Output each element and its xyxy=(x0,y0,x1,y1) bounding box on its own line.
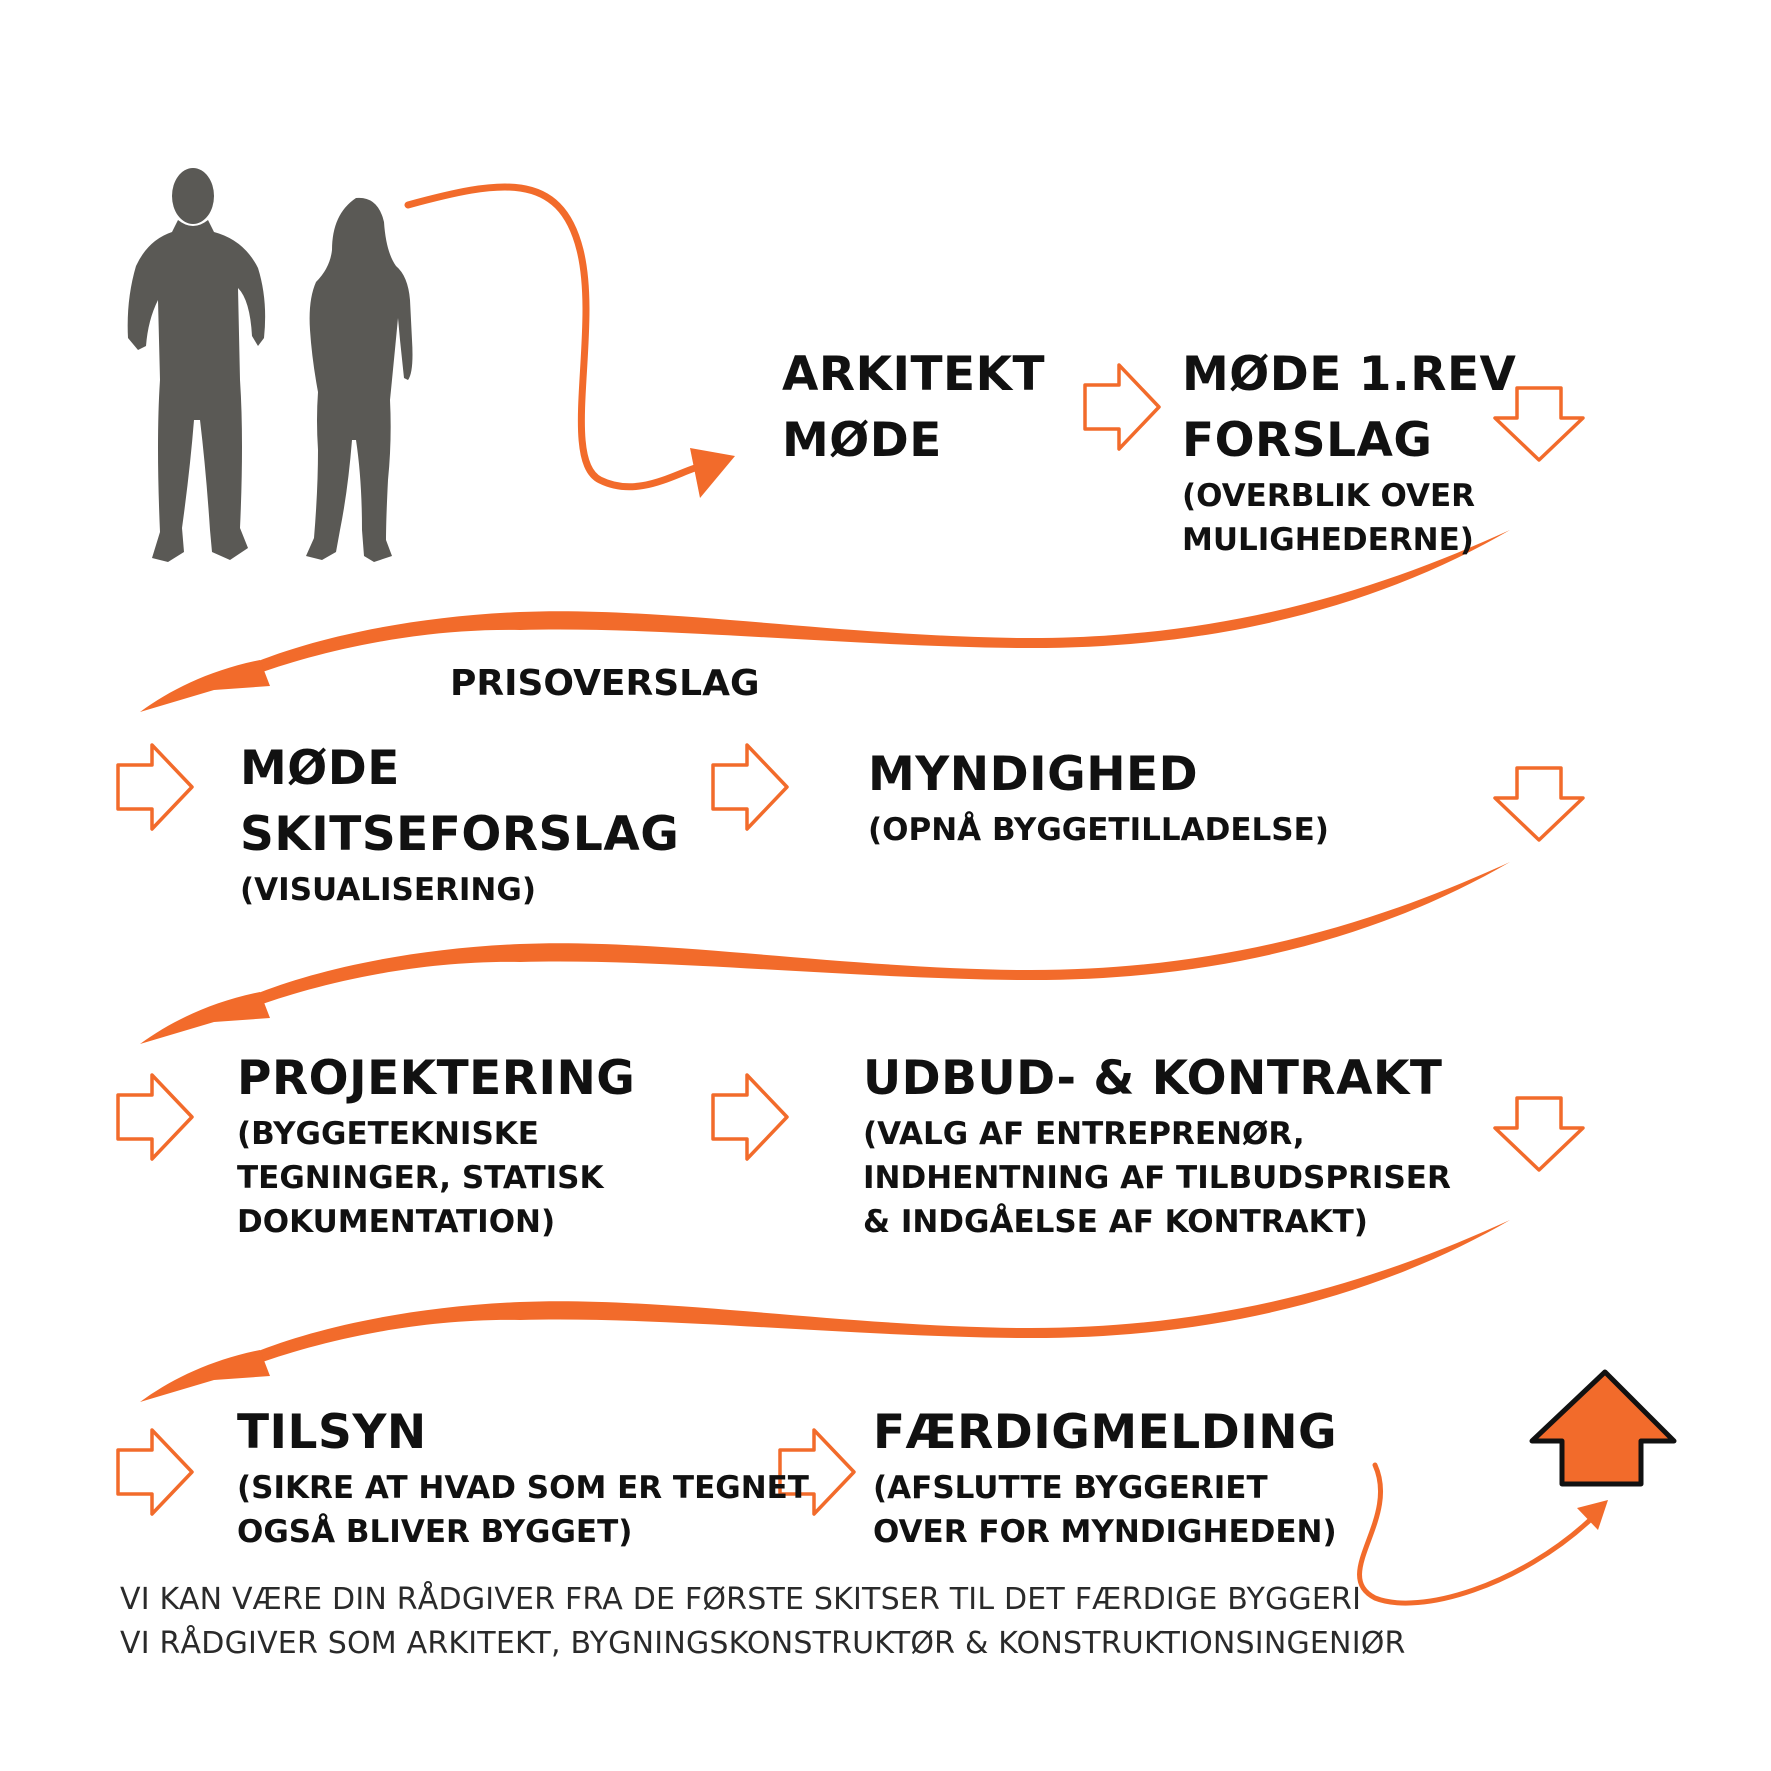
step-description: (OPNÅ BYGGETILLADELSE) xyxy=(868,812,1329,848)
step-title: ARKITEKT xyxy=(782,347,1046,402)
filled-up-arrow-icon xyxy=(1532,1372,1674,1484)
footer-line: VI RÅDGIVER SOM ARKITEKT, BYGNINGSKONSTRUKTØR & KONSTRUKTIONSINGENIØR xyxy=(120,1626,1406,1661)
step-udbud-kontrakt xyxy=(863,1046,1451,1244)
step-faerdigmelding xyxy=(873,1400,1337,1554)
outline-right-arrow-icon xyxy=(713,1075,787,1159)
prisoverslag-label: PRISOVERSLAG xyxy=(450,663,760,704)
footer-text xyxy=(120,1578,1406,1666)
outline-right-arrow-icon xyxy=(118,745,192,829)
curved-arrow-icon xyxy=(408,187,735,498)
step-mode-1-rev xyxy=(1182,342,1516,562)
step-description: DOKUMENTATION) xyxy=(237,1204,556,1240)
step-skitseforslag xyxy=(240,736,679,912)
people-silhouette-icon xyxy=(128,168,413,562)
step-title: MØDE 1.REV xyxy=(1182,347,1517,402)
step-title: MYNDIGHED xyxy=(868,747,1199,802)
curved-arrow-icon xyxy=(140,1220,1510,1402)
step-tilsyn xyxy=(237,1400,809,1554)
step-description: OVER FOR MYNDIGHEDEN) xyxy=(873,1514,1337,1550)
outline-right-arrow-icon xyxy=(118,1075,192,1159)
step-title: SKITSEFORSLAG xyxy=(240,807,680,862)
step-title: TILSYN xyxy=(237,1405,427,1460)
step-description: (VISUALISERING) xyxy=(240,872,536,908)
step-myndighed xyxy=(868,742,1329,852)
step-arkitekt-mode xyxy=(782,342,1045,474)
step-description: & INDGÅELSE AF KONTRAKT) xyxy=(863,1204,1368,1240)
footer-line: VI KAN VÆRE DIN RÅDGIVER FRA DE FØRSTE SKITSER TIL DET FÆRDIGE BYGGERI xyxy=(120,1582,1362,1617)
step-title: MØDE xyxy=(240,741,400,796)
step-description: (OVERBLIK OVER xyxy=(1182,478,1476,514)
woman-silhouette xyxy=(306,198,413,562)
man-silhouette xyxy=(128,168,265,562)
outline-right-arrow-icon xyxy=(1085,365,1159,449)
step-description: (AFSLUTTE BYGGERIET xyxy=(873,1470,1268,1506)
step-title: PROJEKTERING xyxy=(237,1051,636,1106)
outline-right-arrow-icon xyxy=(118,1430,192,1514)
outline-down-arrow-icon xyxy=(1495,1098,1583,1170)
step-title: UDBUD- & KONTRAKT xyxy=(863,1051,1443,1106)
step-description: MULIGHEDERNE) xyxy=(1182,522,1474,558)
step-title: MØDE xyxy=(782,413,942,468)
step-projektering xyxy=(237,1046,635,1244)
outline-down-arrow-icon xyxy=(1495,768,1583,840)
step-description: TEGNINGER, STATISK xyxy=(237,1160,604,1196)
step-title: FORSLAG xyxy=(1182,413,1433,468)
step-description: (SIKRE AT HVAD SOM ER TEGNET xyxy=(237,1470,809,1506)
step-description: OGSÅ BLIVER BYGGET) xyxy=(237,1514,633,1550)
outline-right-arrow-icon xyxy=(713,745,787,829)
step-description: (VALG AF ENTREPRENØR, xyxy=(863,1116,1305,1152)
step-title: FÆRDIGMELDING xyxy=(873,1405,1338,1460)
step-description: (BYGGETEKNISKE xyxy=(237,1116,539,1152)
step-description: INDHENTNING AF TILBUDSPRISER xyxy=(863,1160,1451,1196)
